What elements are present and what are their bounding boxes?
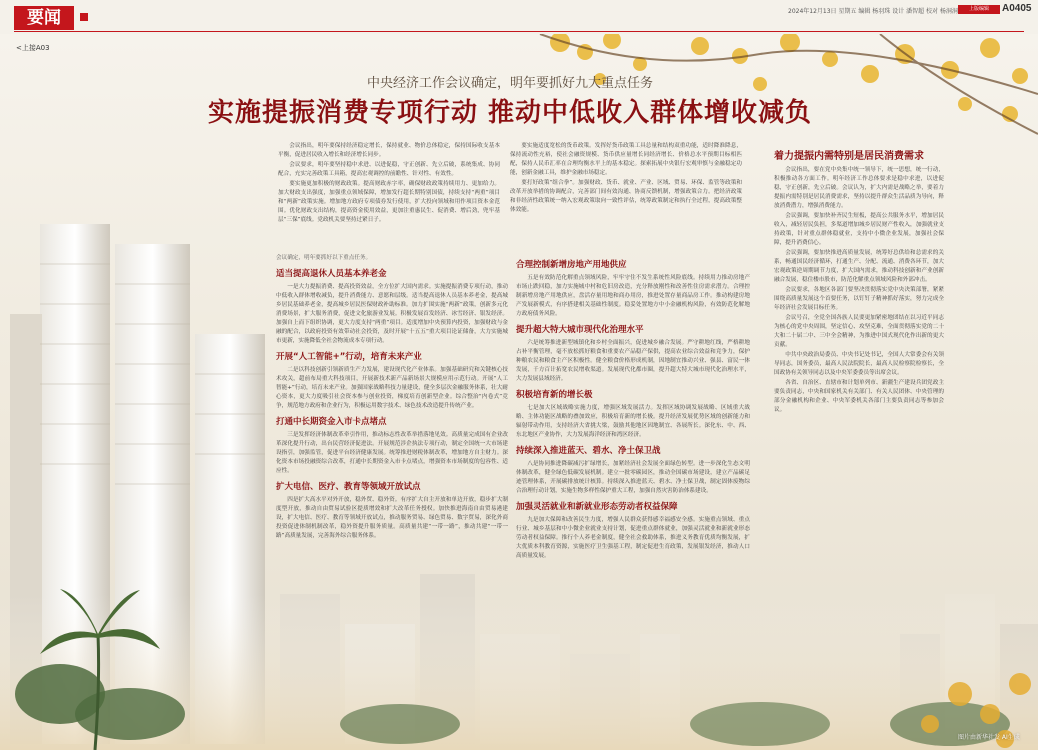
intro-column-1 xyxy=(278,142,500,238)
paragraph: 会议强调，要加快推进高质量发展，统筹好总供给和总需求的关系，畅通国民经济循环，打通生产、分配、流通、消费各环节，加大宏观政策逆周期调节力度，扩大国内需求，推动科技创新和产业创新融合发展，稳住楼市股市，防范化解重点领域风险和外部冲击。 xyxy=(774,250,944,283)
section-heading: 适当提高退休人员基本养老金 xyxy=(276,269,387,279)
editor-tag: 上版编辑 xyxy=(958,5,1000,14)
paragraph: 要实施更加积极的财政政策。提高财政赤字率，确保财政政策持续用力、更加给力。加大财政支出强度，加强重点领域保障，增加发行超长期特别国债，持续支持“两重”项目和“两新”政策实施。增加地方政府专项债券发行使用，扩大投向领域和用作项目资本金范围。优化财政支出结构，提高资金使用效益，更加注重惠民生、促消费、增后劲，兜牢基层“三保”底线。党政机关要坚持过紧日子。 xyxy=(278,181,500,223)
paragraph: 二是以科技创新引领新质生产力发展，建设现代化产业体系。加强基础研究和关键核心技术攻关，超前布局重大科技项目，开展新技术新产品新场景大规模应用示范行动。开展“人工智能+”行动，培育未来产业。加强国家战略科技力量建设，健全多层次金融服务体系，壮大耐心资本，更大力度吸引社会资本参与创业投资，梯度培育创新型企业。综合整治“内卷式”竞争，规范地方政府和企业行为，积极运用数字技术、绿色技术改造提升传统产业。 xyxy=(276,367,508,409)
section-heading: 加强灵活就业和新就业形态劳动者权益保障 xyxy=(516,502,678,512)
intro-lead: 会议确定，明年要抓好以下重点任务。 xyxy=(276,255,372,261)
paragraph: 三是发挥经济体制改革牵引作用，推动标志性改革举措落地见效。高质量完成国有企业改革深化提升行动，出台民营经济促进法。开展规范涉企执法专项行动，制定全国统一大市场建设指引，加强监管，促进平台经济健康发展。统筹推进财税体制改革，增加地方自主财力。深化资本市场投融资综合改革，打通中长期资金入市卡点堵点，增强资本市场制度的包容性、适应性。 xyxy=(276,432,508,474)
section-marker xyxy=(80,13,88,21)
paragraph: 各省、自治区、直辖市和计划单列市、新疆生产建设兵团党政主要负责同志，中央和国家机关有关部门、有关人民团体、中央管理的部分金融机构和企业、中央军委机关各部门主要负责同志等参加会议。 xyxy=(774,380,944,413)
section-heading: 扩大电信、医疗、教育等领域开放试点 xyxy=(276,482,421,492)
section-heading: 合理控制新增房地产用地供应 xyxy=(516,260,627,270)
page-number: A0405 xyxy=(1002,3,1032,14)
paragraph: 九是加大保障和改善民生力度，增强人民群众获得感幸福感安全感。实施重点领域、重点行业、城乡基层和中小微企业就业支持计划，促进重点群体就业，加强灵活就业和新就业形态劳动者权益保障。推行个人养老金制度，健全社会救助体系，推进义务教育优质均衡发展，扩大优质本科教育资源，实施医疗卫生强基工程，制定促进生育政策，发展银发经济，推动人口高质量发展。 xyxy=(516,517,750,559)
image-credit: 图片由新华社发 AI生成 xyxy=(958,734,1020,741)
paragraph: 七是加大区域战略实施力度，增强区域发展活力。发挥区域协调发展战略、区域重大战略、主体功能区战略的叠加效应，积极培育新的增长极。提升经济发展优势区域的创新能力和辐射带动作用，支持经济大省挑大梁，鼓励其他地区因地制宜、各展所长。深化东、中、西、东北地区产业协作，大力发展海洋经济和湾区经济。 xyxy=(516,405,750,438)
section-heading: 积极培育新的增长极 xyxy=(516,390,593,400)
continued-from: <上接A03 xyxy=(16,44,50,52)
paragraph: 中共中央政治局委员、中央书记处书记，全国人大常委会有关领导同志，国务委员，最高人民法院院长，最高人民检察院检察长，全国政协有关领导同志以及中央军委委员等出席会议。 xyxy=(774,352,944,376)
section-tag: 要闻 xyxy=(14,6,74,30)
headline-title: 实施提振消费专项行动 推动中低收入群体增收减负 xyxy=(207,98,813,128)
header-meta: 2024年12月13日 星期五 编辑 杨羽珠 设计 潘智超 校对 杨洞洞 xyxy=(788,8,958,15)
headline-subtitle: 中央经济工作会议确定，明年要抓好九大重点任务 xyxy=(366,76,653,91)
paragraph: 五是有效防范化解重点领域风险，牢牢守住不发生系统性风险底线。持续用力推动房地产市场止跌回稳，加力实施城中村和危旧房改造，充分释放刚性和改善性住房需求潜力。合理控制新增房地产用地供应，盘活存量用地和商办用房，推进处置存量商品房工作。推动构建房地产发展新模式，有序搭建相关基础性制度。稳妥处置地方中小金融机构风险，有效防范化解地方政府债务风险。 xyxy=(516,275,750,317)
section-heading: 提升超大特大城市现代化治理水平 xyxy=(516,325,644,335)
section-heading: 开展“人工智能+”行动，培育未来产业 xyxy=(276,352,422,362)
paragraph: 会议强调，要加快补齐民生短板，提高公共服务水平，增加居民收入，减轻居民负担，多渠道增加城乡居民财产性收入，加强就业支持政策，针对重点群体稳就业，支持中小微企业发展，加强社会保障，提升消费信心。 xyxy=(774,213,944,246)
paragraph: 会议号召，全党全国各族人民要更加紧密地团结在以习近平同志为核心的党中央周围，坚定信心、攻坚克难，全面贯彻落实党的二十大和二十届二中、三中全会精神，为推进中国式现代化作出新的更大贡献。 xyxy=(774,315,944,348)
paragraph: 会议要求，明年要坚持稳中求进、以进促稳，守正创新、先立后破，系统集成、协同配合，充实完善政策工具箱，提高宏观调控的前瞻性、针对性、有效性。 xyxy=(278,162,500,177)
paragraph: 要打好政策“组合拳”。加强财政、货币、就业、产业、区域、贸易、环保、监管等政策和改革开放举措的协调配合，完善部门间有效沟通、协商反馈机制，增强政策合力。把经济政策和非经济性政策统一纳入宏观政策取向一致性评估，统筹政策制定和执行全过程，提高政策整体效能。 xyxy=(510,180,742,213)
section-heading: 持续深入推进蓝天、碧水、净土保卫战 xyxy=(516,446,661,456)
paragraph: 要实施适度宽松的货币政策。发挥好货币政策工具总量和结构双重功能，适时降准降息，保持流动性充裕，使社会融资规模、货币供应量增长同经济增长、价格总水平预期目标相匹配，保持人民币汇率在合理均衡水平上的基本稳定。探索拓展中央银行宏观审慎与金融稳定功能，创新金融工具，维护金融市场稳定。 xyxy=(510,143,742,176)
article-column-1 xyxy=(276,254,508,584)
article-column-3 xyxy=(774,150,944,670)
section-heading: 打通中长期资金入市卡点堵点 xyxy=(276,417,387,427)
column-heading: 着力提振内需特别是居民消费需求 xyxy=(774,151,924,162)
header-rule xyxy=(14,31,1024,32)
paragraph: 六是统筹推进新型城镇化和乡村全面振兴，促进城乡融合发展。严守耕地红线，严格耕地占补平衡管理，毫不放松抓好粮食和重要农产品稳产保供，提高农业综合效益和竞争力，保护种粮农民和粮食主产区积极性。健全粮食价格形成机制，因地制宜推动兴业、强县、富民一体发展，千方百计拓宽农民增收渠道。发展现代化都市圈，提升超大特大城市现代化治理水平，大力发展县域经济。 xyxy=(516,340,750,382)
paragraph: 八是协同推进降碳减污扩绿增长，加紧经济社会发展全面绿色转型。进一步深化生态文明体制改革，健全绿色低碳发展机制。建立一批零碳园区，推动全国碳市场建设，建立产品碳足迹管理体系，开展碳排放统计核算。持续深入推进蓝天、碧水、净土保卫战，制定固体废物综合治理行动计划，实施生物多样性保护重大工程，加强自然灾害防治体系建设。 xyxy=(516,461,750,494)
intro-column-2 xyxy=(510,142,742,238)
paragraph: 四是扩大高水平对外开放，稳外贸、稳外资。有序扩大自主开放和单边开放，稳步扩大制度型开放，推动自由贸易试验区提质增效和扩大改革任务授权。加快推进海南自由贸易港建设，扩大电信、医疗、教育等领域开放试点，推动服务贸易、绿色贸易、数字贸易，深化外商投资促进体制机制改革，稳外资提升服务质量。高质量共建“一带一路”，推动共建“一带一路”高质量发展，完善海外综合服务体系。 xyxy=(276,497,508,539)
paragraph: 会议指出，要在党中央集中统一领导下，统一思想，统一行动，积极推动各方面工作。明年经济工作总体要求是稳中求进，以进促稳，守正创新，先立后破。会议认为，扩大内需是战略之举，要着力提振内需特别是居民消费需求，坚持以提升群众生活品质为导向，释放消费潜力，增强消费能力。 xyxy=(774,167,944,209)
page-header xyxy=(0,0,1038,34)
article-column-2 xyxy=(516,254,750,644)
paragraph: 一是大力提振消费、提高投资效益，全方位扩大国内需求。实施提振消费专项行动，推动中低收入群体增收减负，提升消费能力、意愿和层级。适当提高退休人员基本养老金，提高城乡居民基础养老金，提高城乡居民医保财政补助标准。加力扩围实施“两新”政策，创新多元化消费场景，扩大服务消费，促进文化旅游业发展。积极发展首发经济、冰雪经济、银发经济。加强自上而下组织协调，更大力度支持“两重”项目。适度增加中央预算内投资，加强财政与金融的配合，以政府投资有效带动社会投资，及时开展“十五五”重大项目论证储备，大力实施城市更新，实施降低全社会物流成本专项行动。 xyxy=(276,284,508,344)
paragraph: 会议指出，明年要保持经济稳定增长，保持就业、物价总体稳定，保持国际收支基本平衡，促进居民收入增长和经济增长同步。 xyxy=(278,143,500,158)
paragraph: 会议要求，各地区各部门要坚决贯彻落实党中央决策部署，紧紧围绕高质量发展这个首要任务，以钉钉子精神抓好落实，努力完成全年经济社会发展目标任务。 xyxy=(774,287,944,311)
